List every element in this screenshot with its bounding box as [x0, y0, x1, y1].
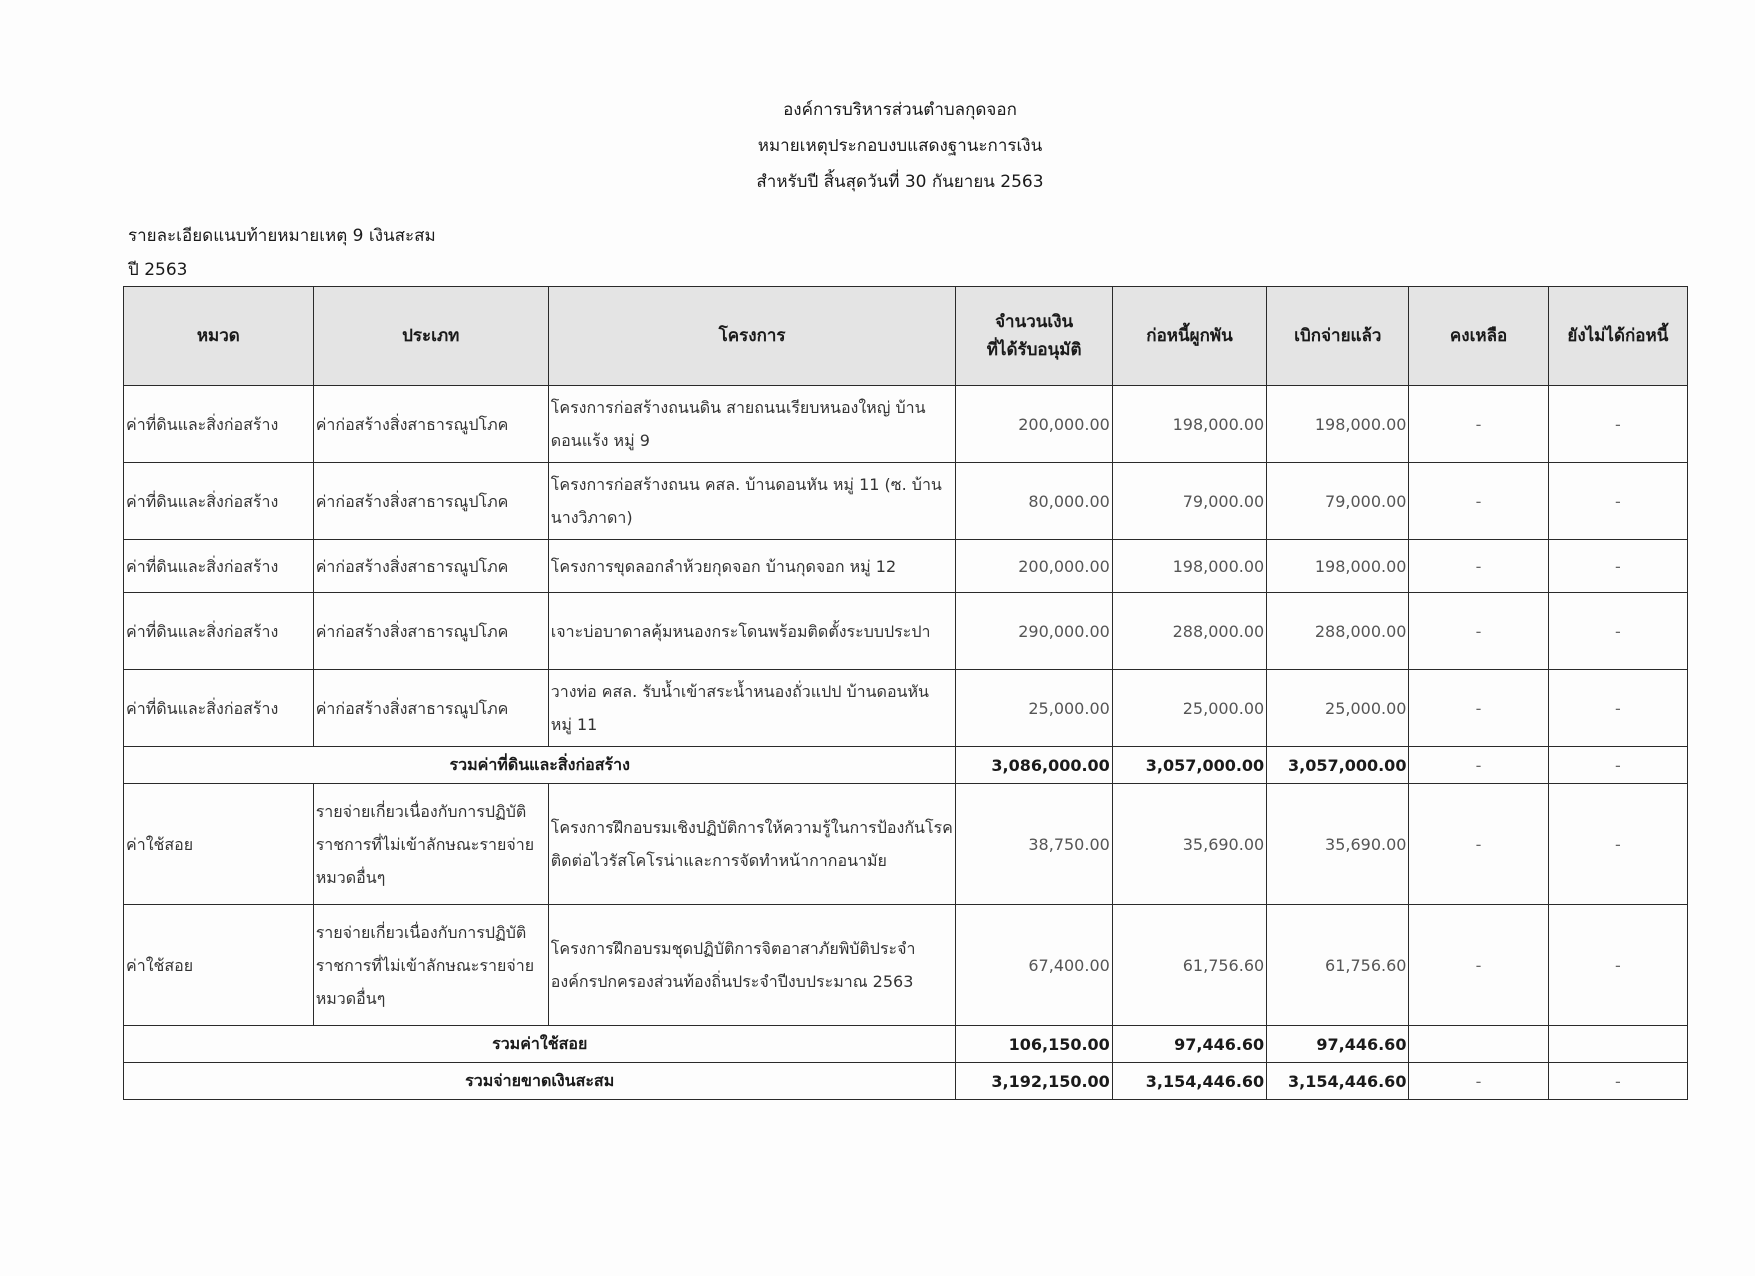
- cell-type: ค่าก่อสร้างสิ่งสาธารณูปโภค: [313, 463, 548, 540]
- table-row: [124, 905, 1688, 1026]
- cell-paid: 79,000.00: [1267, 463, 1409, 540]
- cell-obligated: 35,690.00: [1112, 784, 1266, 905]
- subtotal-approved: 106,150.00: [956, 1026, 1112, 1063]
- grand-total-label: รวมจ่ายขาดเงินสะสม: [124, 1063, 956, 1100]
- subtotal-approved: 3,086,000.00: [956, 747, 1112, 784]
- cell-remaining: -: [1409, 670, 1548, 747]
- grand-total-row: [124, 1063, 1688, 1100]
- cell-unobligated: -: [1548, 905, 1687, 1026]
- subtotal-row-land: [124, 747, 1688, 784]
- cell-approved: 80,000.00: [956, 463, 1112, 540]
- reporting-period: สำหรับปี สิ้นสุดวันที่ 30 กันยายน 2563: [756, 172, 1044, 192]
- cell-unobligated: -: [1548, 540, 1687, 593]
- col-header-project: โครงการ: [548, 287, 956, 386]
- col-header-approved-line2: ที่ได้รับอนุมัติ: [986, 340, 1082, 360]
- year-label: ปี 2563: [128, 260, 188, 280]
- cell-remaining: -: [1409, 540, 1548, 593]
- cell-type: ค่าก่อสร้างสิ่งสาธารณูปโภค: [313, 670, 548, 747]
- subtotal-remaining: [1409, 1026, 1548, 1063]
- cell-type: ค่าก่อสร้างสิ่งสาธารณูปโภค: [313, 540, 548, 593]
- table-row: [124, 670, 1688, 747]
- col-header-category: หมวด: [124, 287, 314, 386]
- cell-obligated: 25,000.00: [1112, 670, 1266, 747]
- note-subheading: รายละเอียดแนบท้ายหมายเหตุ 9 เงินสะสม: [128, 226, 436, 246]
- subtotal-unobligated: [1548, 1026, 1687, 1063]
- cell-project: โครงการขุดลอกลำห้วยกุดจอก บ้านกุดจอก หมู่ 12: [548, 540, 956, 593]
- subtotal-label: รวมค่าใช้สอย: [124, 1026, 956, 1063]
- subtotal-row-expenses: [124, 1026, 1688, 1063]
- col-header-unobligated: ยังไม่ได้ก่อหนี้: [1548, 287, 1687, 386]
- cell-type: ค่าก่อสร้างสิ่งสาธารณูปโภค: [313, 593, 548, 670]
- subtotal-paid: 97,446.60: [1267, 1026, 1409, 1063]
- table-row: [124, 784, 1688, 905]
- cell-project: เจาะบ่อบาดาลคุ้มหนองกระโดนพร้อมติดตั้งระบบประปา: [548, 593, 956, 670]
- cell-obligated: 288,000.00: [1112, 593, 1266, 670]
- cell-type: ค่าก่อสร้างสิ่งสาธารณูปโภค: [313, 386, 548, 463]
- table-header-row: [124, 287, 1688, 386]
- grand-total-unobligated: -: [1548, 1063, 1687, 1100]
- cell-project: โครงการฝึกอบรมชุดปฏิบัติการจิตอาสาภัยพิบัติประจำองค์กรปกครองส่วนท้องถิ่นประจำปีงบประมาณ 2563: [548, 905, 956, 1026]
- cell-category: ค่าใช้สอย: [124, 905, 314, 1026]
- cell-paid: 288,000.00: [1267, 593, 1409, 670]
- col-header-approved-line1: จำนวนเงิน: [995, 312, 1074, 332]
- cell-category: ค่าที่ดินและสิ่งก่อสร้าง: [124, 540, 314, 593]
- subtotal-obligated: 97,446.60: [1112, 1026, 1266, 1063]
- table-row: [124, 463, 1688, 540]
- grand-total-remaining: -: [1409, 1063, 1548, 1100]
- col-header-obligated: ก่อหนี้ผูกพัน: [1112, 287, 1266, 386]
- cell-approved: 38,750.00: [956, 784, 1112, 905]
- cell-paid: 25,000.00: [1267, 670, 1409, 747]
- cell-remaining: -: [1409, 784, 1548, 905]
- cell-obligated: 198,000.00: [1112, 540, 1266, 593]
- cell-obligated: 61,756.60: [1112, 905, 1266, 1026]
- subtotal-label: รวมค่าที่ดินและสิ่งก่อสร้าง: [124, 747, 956, 784]
- cell-approved: 25,000.00: [956, 670, 1112, 747]
- grand-total-obligated: 3,154,446.60: [1112, 1063, 1266, 1100]
- cell-unobligated: -: [1548, 386, 1687, 463]
- cell-approved: 290,000.00: [956, 593, 1112, 670]
- table-row: [124, 540, 1688, 593]
- subtotal-remaining: -: [1409, 747, 1548, 784]
- cell-unobligated: -: [1548, 593, 1687, 670]
- table-row: [124, 386, 1688, 463]
- grand-total-approved: 3,192,150.00: [956, 1063, 1112, 1100]
- cell-project: วางท่อ คสล. รับน้ำเข้าสระน้ำหนองถั่วแปป บ้านดอนหัน หมู่ 11: [548, 670, 956, 747]
- cell-category: ค่าใช้สอย: [124, 784, 314, 905]
- cell-unobligated: -: [1548, 670, 1687, 747]
- cell-remaining: -: [1409, 593, 1548, 670]
- cell-remaining: -: [1409, 905, 1548, 1026]
- cell-obligated: 79,000.00: [1112, 463, 1266, 540]
- cell-paid: 198,000.00: [1267, 540, 1409, 593]
- cell-approved: 200,000.00: [956, 386, 1112, 463]
- cell-remaining: -: [1409, 386, 1548, 463]
- cell-project: โครงการก่อสร้างถนนดิน สายถนนเรียบหนองใหญ่ บ้านดอนแร้ง หมู่ 9: [548, 386, 956, 463]
- cell-category: ค่าที่ดินและสิ่งก่อสร้าง: [124, 670, 314, 747]
- document-header: [0, 92, 1755, 200]
- subtotal-paid: 3,057,000.00: [1267, 747, 1409, 784]
- cell-project: โครงการฝึกอบรมเชิงปฏิบัติการให้ความรู้ในการป้องกันโรคติดต่อไวรัสโคโรน่าและการจัดทำหน้ากากอนามัย: [548, 784, 956, 905]
- col-header-remaining: คงเหลือ: [1409, 287, 1548, 386]
- cell-category: ค่าที่ดินและสิ่งก่อสร้าง: [124, 463, 314, 540]
- cell-paid: 61,756.60: [1267, 905, 1409, 1026]
- cell-project: โครงการก่อสร้างถนน คสล. บ้านดอนหัน หมู่ 11 (ซ. บ้านนางวิภาดา): [548, 463, 956, 540]
- col-header-type: ประเภท: [313, 287, 548, 386]
- cell-remaining: -: [1409, 463, 1548, 540]
- accumulated-funds-table: [123, 286, 1688, 1100]
- cell-category: ค่าที่ดินและสิ่งก่อสร้าง: [124, 386, 314, 463]
- col-header-approved: [956, 287, 1112, 386]
- cell-unobligated: -: [1548, 784, 1687, 905]
- cell-obligated: 198,000.00: [1112, 386, 1266, 463]
- cell-paid: 35,690.00: [1267, 784, 1409, 905]
- cell-type: รายจ่ายเกี่ยวเนื่องกับการปฏิบัติราชการที่ไม่เข้าลักษณะรายจ่ายหมวดอื่นๆ: [313, 905, 548, 1026]
- document-title: หมายเหตุประกอบงบแสดงฐานะการเงิน: [757, 136, 1043, 156]
- organization-name: องค์การบริหารส่วนตำบลกุดจอก: [783, 100, 1017, 120]
- subtotal-unobligated: -: [1548, 747, 1687, 784]
- grand-total-paid: 3,154,446.60: [1267, 1063, 1409, 1100]
- cell-type: รายจ่ายเกี่ยวเนื่องกับการปฏิบัติราชการที่ไม่เข้าลักษณะรายจ่ายหมวดอื่นๆ: [313, 784, 548, 905]
- table-row: [124, 593, 1688, 670]
- cell-approved: 67,400.00: [956, 905, 1112, 1026]
- cell-paid: 198,000.00: [1267, 386, 1409, 463]
- col-header-paid: เบิกจ่ายแล้ว: [1267, 287, 1409, 386]
- cell-unobligated: -: [1548, 463, 1687, 540]
- cell-category: ค่าที่ดินและสิ่งก่อสร้าง: [124, 593, 314, 670]
- subtotal-obligated: 3,057,000.00: [1112, 747, 1266, 784]
- cell-approved: 200,000.00: [956, 540, 1112, 593]
